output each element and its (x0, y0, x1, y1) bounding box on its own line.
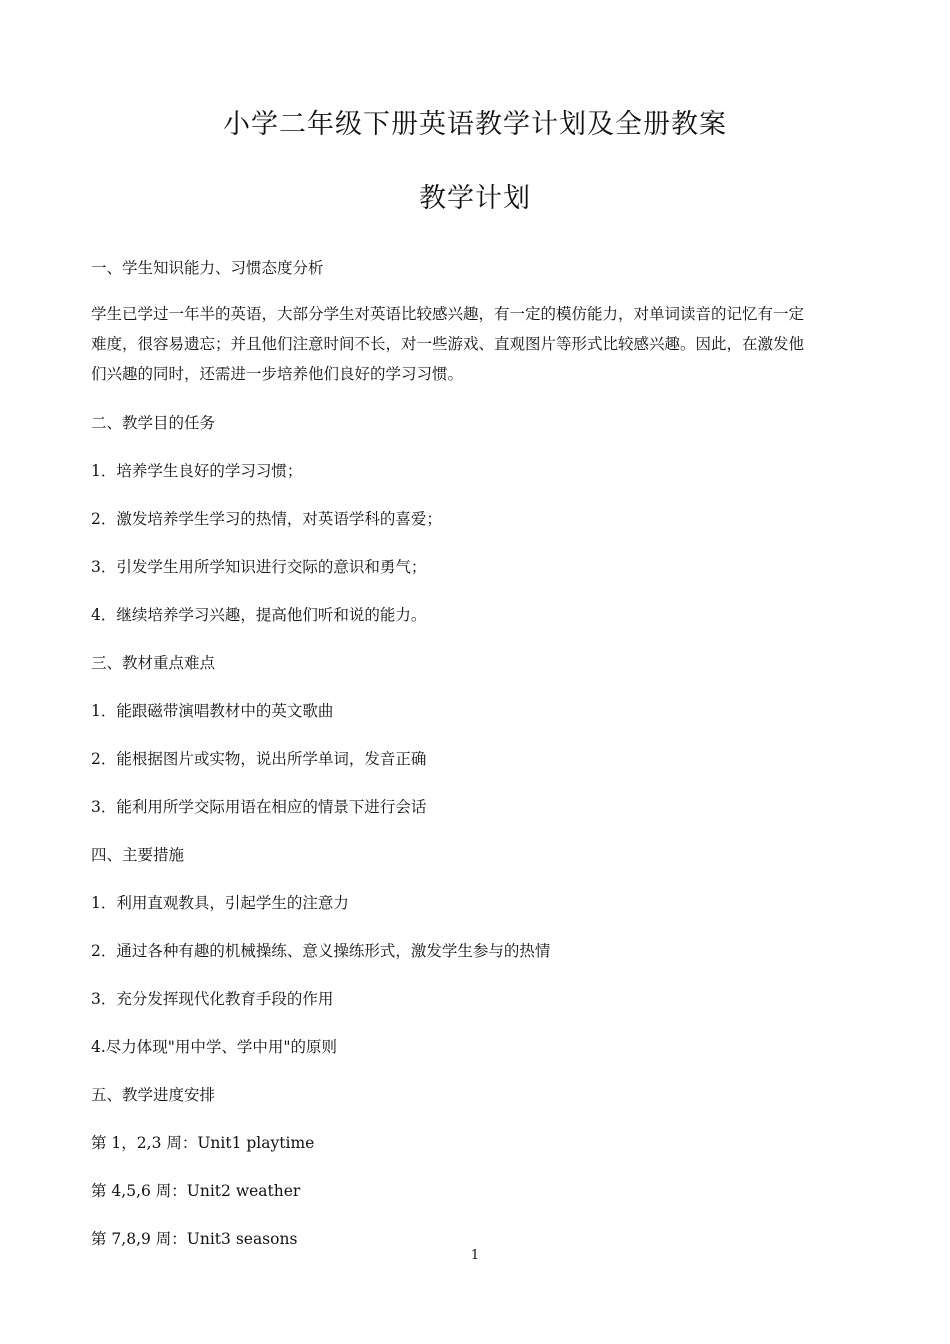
document-title: 小学二年级下册英语教学计划及全册教案 (223, 109, 727, 140)
list-item: 2．能根据图片或实物，说出所学单词，发音正确 (91, 750, 427, 768)
list-item: 1．利用直观教具，引起学生的注意力 (91, 894, 349, 912)
list-item: 2．通过各种有趣的机械操练、意义操练形式，激发学生参与的热情 (91, 942, 551, 960)
list-item: 3．充分发挥现代化教育手段的作用 (91, 990, 334, 1008)
section-heading-5: 五、教学进度安排 (91, 1086, 216, 1104)
list-item: 3．引发学生用所学知识进行交际的意识和勇气； (91, 558, 427, 576)
list-item: 2．激发培养学生学习的热情，对英语学科的喜爱； (91, 510, 442, 528)
schedule-item: 第 4,5,6 周：Unit2 weather (91, 1182, 301, 1200)
section-heading-3: 三、教材重点难点 (91, 654, 216, 672)
paragraph-line: 们兴趣的同时，还需进一步培养他们良好的学习习惯。 (91, 365, 464, 383)
list-item: 1．能跟磁带演唱教材中的英文歌曲 (91, 702, 334, 720)
list-item: 4．继续培养学习兴趣，提高他们听和说的能力。 (91, 606, 427, 624)
section-heading-2: 二、教学目的任务 (91, 414, 216, 432)
list-item: 1．培养学生良好的学习习惯； (91, 462, 303, 480)
section-heading-1: 一、学生知识能力、习惯态度分析 (91, 259, 324, 277)
document-subtitle: 教学计划 (419, 183, 531, 214)
paragraph-line: 难度，很容易遗忘；并且他们注意时间不长，对一些游戏、直观图片等形式比较感兴趣。因此，在激发他 (91, 335, 805, 353)
page-number: 1 (470, 1248, 480, 1263)
schedule-item: 第 1，2,3 周：Unit1 playtime (91, 1134, 315, 1152)
list-item: 3．能利用所学交际用语在相应的情景下进行会话 (91, 798, 427, 816)
section-1-paragraph (91, 299, 861, 389)
paragraph-line: 学生已学过一年半的英语，大部分学生对英语比较感兴趣，有一定的模仿能力，对单词读音的记忆有一定 (91, 305, 805, 323)
list-item: 4.尽力体现"用中学、学中用"的原则 (91, 1038, 338, 1056)
section-heading-4: 四、主要措施 (91, 846, 185, 864)
schedule-item: 第 7,8,9 周：Unit3 seasons (91, 1230, 298, 1248)
